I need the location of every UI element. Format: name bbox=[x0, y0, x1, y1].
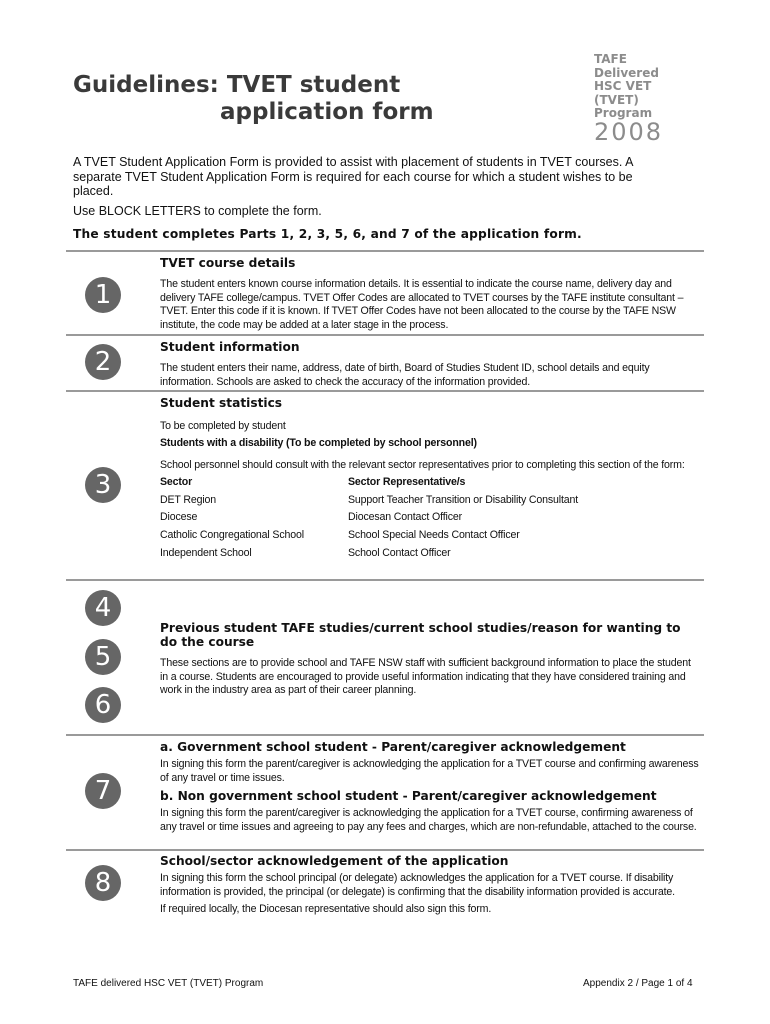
section-heading-b: b. Non government school student - Parent/caregiver acknowledgement bbox=[160, 789, 657, 804]
section-heading: Previous student TAFE studies/current school studies/reason for wanting to do the course bbox=[160, 621, 681, 649]
intro-block-letters: Use BLOCK LETTERS to complete the form. bbox=[73, 203, 322, 218]
section-number-2: 2 bbox=[85, 344, 121, 380]
title-line-1: Guidelines: TVET student bbox=[73, 72, 401, 98]
section-2 bbox=[160, 340, 700, 389]
table-cell: Diocesan Contact Officer bbox=[348, 511, 462, 524]
table-cell: Independent School bbox=[160, 546, 252, 559]
badge-line: Delivered bbox=[594, 65, 659, 80]
section-heading-a: a. Government school student - Parent/caregiver acknowledgement bbox=[160, 740, 626, 754]
divider bbox=[66, 579, 704, 581]
section-number-4: 4 bbox=[85, 590, 121, 626]
intro bbox=[73, 155, 673, 247]
section-heading: Student information bbox=[160, 340, 300, 354]
title-line-2: application form bbox=[220, 99, 434, 125]
badge-line: (TVET) bbox=[594, 92, 639, 107]
section-text: To be completed by student bbox=[160, 420, 286, 432]
section-4-5-6 bbox=[160, 621, 700, 698]
badge-line: Program bbox=[594, 106, 653, 120]
divider bbox=[66, 334, 704, 336]
page-title bbox=[73, 72, 434, 126]
section-text-a: In signing this form the parent/caregiver is acknowledging the application for a TVET course and confirming awareness of any travel or time issues. bbox=[160, 758, 699, 784]
sector-table bbox=[160, 476, 578, 565]
section-number-3: 3 bbox=[85, 467, 121, 503]
table-header-row bbox=[160, 476, 578, 494]
badge-line: TAFE bbox=[594, 52, 627, 66]
section-number-6: 6 bbox=[85, 687, 121, 723]
table-row bbox=[160, 511, 578, 529]
section-3 bbox=[160, 396, 700, 565]
table-row bbox=[160, 547, 578, 565]
section-text: If required locally, the Diocesan representative should also sign this form. bbox=[160, 903, 492, 916]
section-1 bbox=[160, 256, 700, 332]
section-text: The student enters their name, address, date of birth, Board of Studies Student ID, school details and equity information. Schools are asked to check the accuracy of the information provided. bbox=[160, 362, 650, 388]
section-text: In signing this form the school principal (or delegate) acknowledges the application for a TVET course. If disability information is provided, the principal (or delegate) is confirming that the disability information provided is accurate. bbox=[160, 872, 675, 898]
disability-note: Students with a disability (To be completed by school personnel) bbox=[160, 436, 477, 449]
footer-left: TAFE delivered HSC VET (TVET) Program bbox=[73, 978, 264, 989]
parts-note: The student completes Parts 1, 2, 3, 5, 6, and 7 of the application form. bbox=[73, 227, 582, 241]
section-number-7: 7 bbox=[85, 773, 121, 809]
section-number-8: 8 bbox=[85, 865, 121, 901]
program-year: 2008 bbox=[594, 118, 664, 146]
table-row bbox=[160, 529, 578, 547]
table-cell: Diocese bbox=[160, 511, 198, 524]
column-header: Sector Representative/s bbox=[348, 475, 466, 488]
table-row bbox=[160, 494, 578, 512]
table-cell: School Contact Officer bbox=[348, 546, 451, 559]
section-7 bbox=[160, 740, 700, 834]
section-8 bbox=[160, 854, 700, 917]
section-text: The student enters known course information details. It is essential to indicate the course name, delivery day and delivery TAFE college/campus. TVET Offer Codes are allocated to TVET courses by the TAFE institute consultant – TVET. Enter this code if it is known. If TVET Offer Codes have not been allocated to the course by the TAFE NSW institute, the code may be added at a later stage in the process. bbox=[160, 278, 684, 331]
badge-line: HSC VET bbox=[594, 79, 652, 93]
intro-paragraph: A TVET Student Application Form is provided to assist with placement of students in TVET courses. A separate TVET Student Application Form is required for each course for which a student wishes to be placed. bbox=[73, 155, 633, 198]
section-heading: School/sector acknowledgement of the application bbox=[160, 854, 509, 868]
section-text-b: In signing this form the parent/caregiver is acknowledging the application for a TVET course, confirming awareness of any travel or time issues and agreeing to pay any fees and charges, which are non-refundable, attached to the course. bbox=[160, 807, 697, 833]
table-cell: Support Teacher Transition or Disability Consultant bbox=[348, 493, 579, 506]
table-cell: Catholic Congregational School bbox=[160, 529, 304, 542]
section-heading: Student statistics bbox=[160, 396, 283, 410]
divider bbox=[66, 849, 704, 851]
section-text: School personnel should consult with the relevant sector representatives prior to completing this section of the form: bbox=[160, 459, 685, 472]
program-badge bbox=[594, 53, 714, 121]
divider bbox=[66, 734, 704, 736]
section-text: These sections are to provide school and TAFE NSW staff with sufficient background information to place the student in a course. Students are encouraged to provide useful information indicating that they have considered training and work in the industry area as part of their career planning. bbox=[160, 657, 691, 697]
section-heading: TVET course details bbox=[160, 256, 296, 270]
section-number-1: 1 bbox=[85, 277, 121, 313]
table-cell: School Special Needs Contact Officer bbox=[348, 529, 520, 542]
divider bbox=[66, 390, 704, 392]
footer-right: Appendix 2 / Page 1 of 4 bbox=[583, 978, 693, 989]
table-cell: DET Region bbox=[160, 493, 217, 506]
section-number-5: 5 bbox=[85, 639, 121, 675]
divider bbox=[66, 250, 704, 252]
column-header: Sector bbox=[160, 475, 193, 488]
